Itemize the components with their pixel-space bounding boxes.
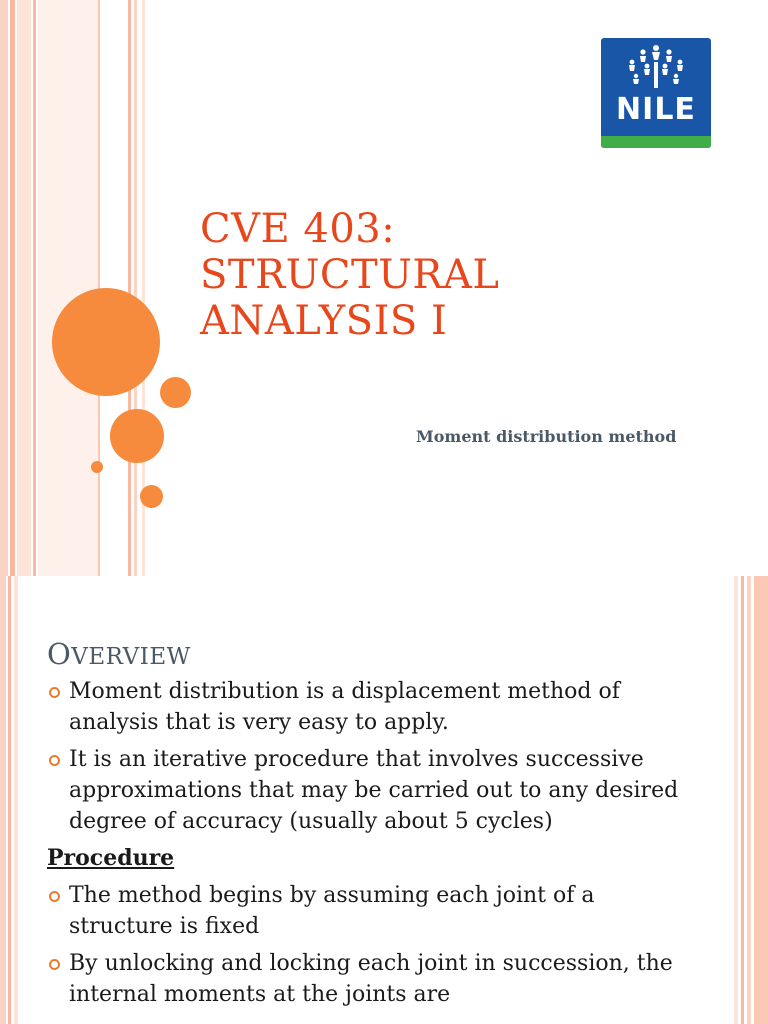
decorative-stripe [754, 576, 768, 1024]
nile-logo [601, 38, 711, 148]
decorative-stripe [17, 0, 31, 576]
decorative-stripe [128, 0, 131, 576]
title-line: STRUCTURAL [200, 252, 500, 298]
bullet-text: By unlocking and locking each joint in succession, the internal moments at the joints are [69, 951, 673, 1007]
decorative-stripe [14, 576, 18, 1024]
bullet-text: The method begins by assuming each joint of a structure is fixed [69, 883, 595, 939]
title-line: ANALYSIS I [200, 298, 448, 344]
bullet-text: It is an iterative procedure that involves successive approximations that may be carried out to any desired degree of accuracy (usually about 5 cycles) [69, 747, 679, 834]
heading-rest: VERVIEW [71, 644, 191, 670]
decorative-circle [91, 461, 103, 473]
bullet-icon [49, 891, 60, 902]
slide-subtitle: Moment distribution method [416, 427, 677, 446]
bullet-item [47, 880, 687, 942]
logo-green-band [601, 136, 711, 148]
decorative-stripe [8, 576, 11, 1024]
decorative-stripe [33, 0, 36, 576]
decorative-circle [160, 377, 191, 408]
decorative-stripe [0, 0, 8, 576]
decorative-stripe [734, 576, 738, 1024]
decorative-stripe [747, 576, 751, 1024]
slide-title [200, 206, 680, 344]
decorative-stripe [10, 0, 15, 576]
decorative-stripe [134, 0, 137, 576]
bullet-item [47, 948, 687, 1010]
decorative-circle [52, 288, 160, 396]
heading-initial: O [47, 637, 72, 671]
bullet-icon [49, 755, 60, 766]
title-line: CVE 403: [200, 206, 396, 252]
procedure-subheading: Procedure [47, 845, 175, 871]
bullet-item [47, 744, 687, 837]
decorative-circle [110, 409, 164, 463]
decorative-circle [140, 485, 163, 508]
tree-of-people-icon [601, 38, 711, 98]
bullet-icon [49, 959, 60, 970]
logo-text: NILE [616, 92, 696, 127]
bullet-text: Moment distribution is a displacement method of analysis that is very easy to apply. [69, 679, 620, 735]
slide-content [47, 676, 687, 1016]
decorative-stripe [741, 576, 744, 1024]
decorative-stripe [0, 576, 6, 1024]
slide-heading [47, 637, 191, 671]
bullet-item [47, 676, 687, 738]
bullet-icon [49, 687, 60, 698]
decorative-stripe [38, 0, 98, 576]
overview-slide [0, 576, 768, 1024]
